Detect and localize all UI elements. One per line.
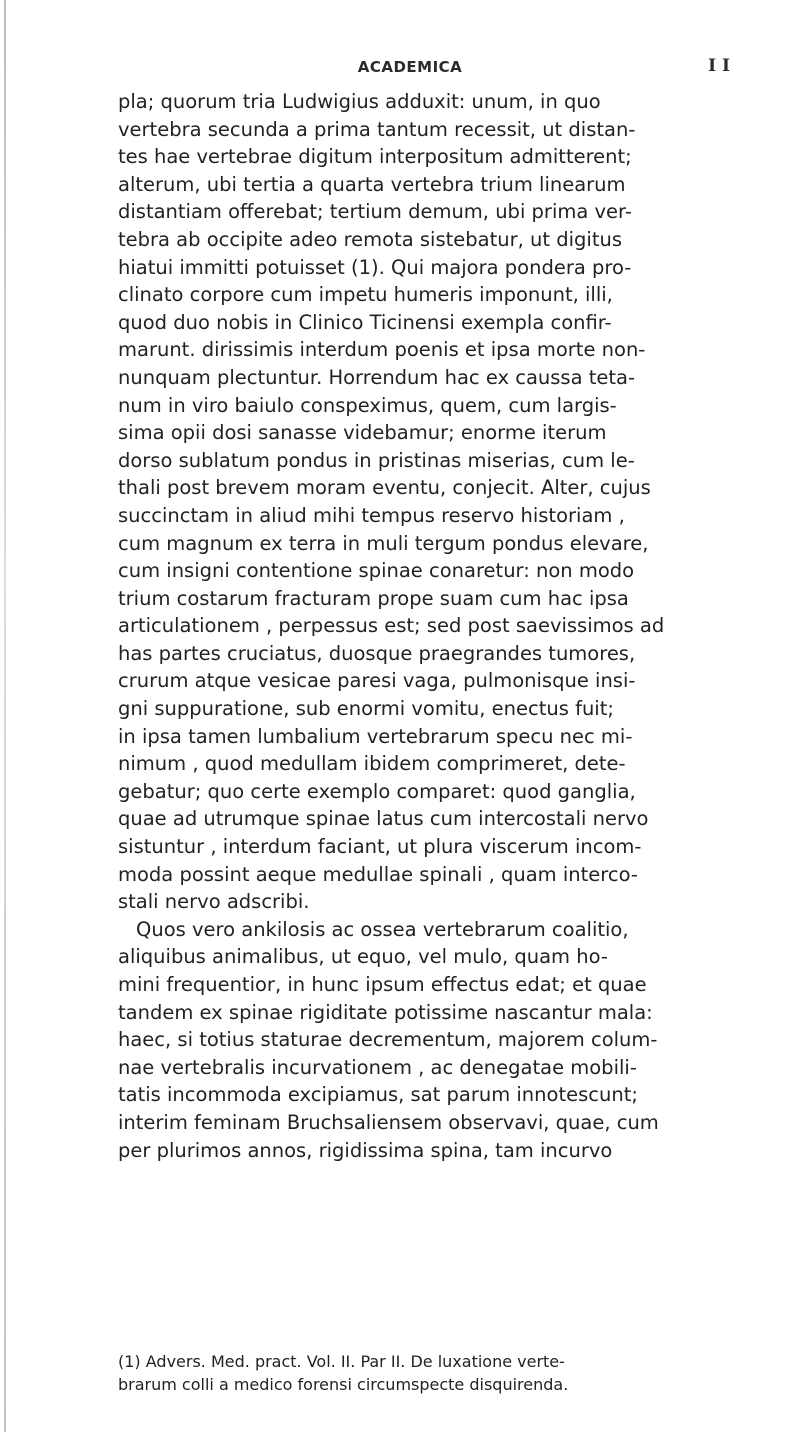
text-line: articulationem , perpessus est; sed post saevissimos ad bbox=[118, 614, 665, 638]
text-line: nae vertebralis incurvationem , ac denegatae mobili- bbox=[118, 1055, 637, 1079]
text-line: mini frequentior, in hunc ipsum effectus edat; et quae bbox=[118, 973, 647, 996]
text-line: distantiam offerebat; tertium demum, ubi prima ver- bbox=[118, 200, 632, 224]
text-line: marunt. dirissimis interdum poenis et ipsa morte non- bbox=[118, 338, 646, 362]
text-line: crurum atque vesicae paresi vaga, pulmonisque insi- bbox=[118, 669, 636, 693]
text-line: trium costarum fracturam prope suam cum hac ipsa bbox=[118, 586, 629, 610]
text-line: gni suppuratione, sub enormi vomitu, enectus fuit; bbox=[118, 697, 614, 721]
running-title: ACADEMICA bbox=[357, 58, 463, 76]
text-line: pla; quorum tria Ludwigius adduxit: unum, in quo bbox=[118, 90, 601, 113]
paragraph-start-line: Quos vero ankilosis ac ossea vertebrarum coalitio, bbox=[136, 917, 629, 941]
text-line: stali nervo adscribi. bbox=[118, 890, 310, 914]
footnote bbox=[118, 1350, 722, 1396]
text-line: haec, si totius staturae decrementum, majorem colum- bbox=[118, 1028, 658, 1052]
text-line: quae ad utrumque spinae latus cum intercostali nervo bbox=[118, 807, 649, 831]
text-line: sistuntur , interdum faciant, ut plura viscerum incom- bbox=[118, 835, 642, 859]
text-line: tes hae vertebrae digitum interpositum admitterent; bbox=[118, 145, 632, 169]
text-line: sima opii dosi sanasse videbamur; enorme iterum bbox=[118, 421, 607, 445]
text-line: quod duo nobis in Clinico Ticinensi exempla confir- bbox=[118, 310, 612, 334]
text-line: tebra ab occipite adeo remota sistebatur, ut digitus bbox=[118, 227, 622, 251]
text-line: gebatur; quo certe exemplo comparet: quod ganglia, bbox=[118, 779, 636, 803]
text-line: vertebra secunda a prima tantum recessit, ut distan- bbox=[118, 117, 636, 141]
footnote-line: (1) Advers. Med. pract. Vol. II. Par II. De luxatione verte- bbox=[118, 1352, 565, 1371]
text-line: thali post brevem moram eventu, conjecit. Alter, cujus bbox=[118, 476, 651, 500]
text-line: interim feminam Bruchsaliensem observavi, quae, cum bbox=[118, 1110, 659, 1134]
text-line: num in viro baiulo conspeximus, quem, cum largis- bbox=[118, 393, 617, 417]
page-number: I I bbox=[708, 56, 730, 76]
page-edge-line bbox=[4, 0, 6, 1432]
text-line: nunquam plectuntur. Horrendum hac ex caussa teta- bbox=[118, 365, 635, 389]
text-line: nimum , quod medullam ibidem comprimeret, dete- bbox=[118, 752, 626, 776]
text-line: clinato corpore cum impetu humeris imponunt, illi, bbox=[118, 283, 613, 307]
text-line: tandem ex spinae rigiditate potissime nascantur mala: bbox=[118, 1000, 653, 1024]
text-line: tatis incommoda excipiamus, sat parum innotescunt; bbox=[118, 1083, 638, 1107]
text-line: dorso sublatum pondus in pristinas miserias, cum le- bbox=[118, 448, 635, 472]
body-text bbox=[118, 88, 722, 1164]
text-line: in ipsa tamen lumbalium vertebrarum specu nec mi- bbox=[118, 724, 633, 748]
text-line: per plurimos annos, rigidissima spina, tam incurvo bbox=[118, 1138, 613, 1162]
text-line: cum magnum ex terra in muli tergum pondus elevare, bbox=[118, 531, 649, 555]
text-line: moda possint aeque medullae spinali , quam interco- bbox=[118, 862, 638, 886]
text-line: hiatui immitti potuisset (1). Qui majora pondera pro- bbox=[118, 255, 632, 279]
text-line: has partes cruciatus, duosque praegrandes tumores, bbox=[118, 641, 636, 665]
footnote-line: brarum colli a medico forensi circumspecte disquirenda. bbox=[118, 1375, 569, 1394]
text-line: aliquibus animalibus, ut equo, vel mulo, quam ho- bbox=[118, 945, 608, 969]
text-line: cum insigni contentione spinae conaretur: non modo bbox=[118, 559, 635, 583]
text-line: alterum, ubi tertia a quarta vertebra trium linearum bbox=[118, 172, 626, 196]
running-head bbox=[90, 58, 730, 86]
text-line: succinctam in aliud mihi tempus reservo historiam , bbox=[118, 503, 625, 527]
